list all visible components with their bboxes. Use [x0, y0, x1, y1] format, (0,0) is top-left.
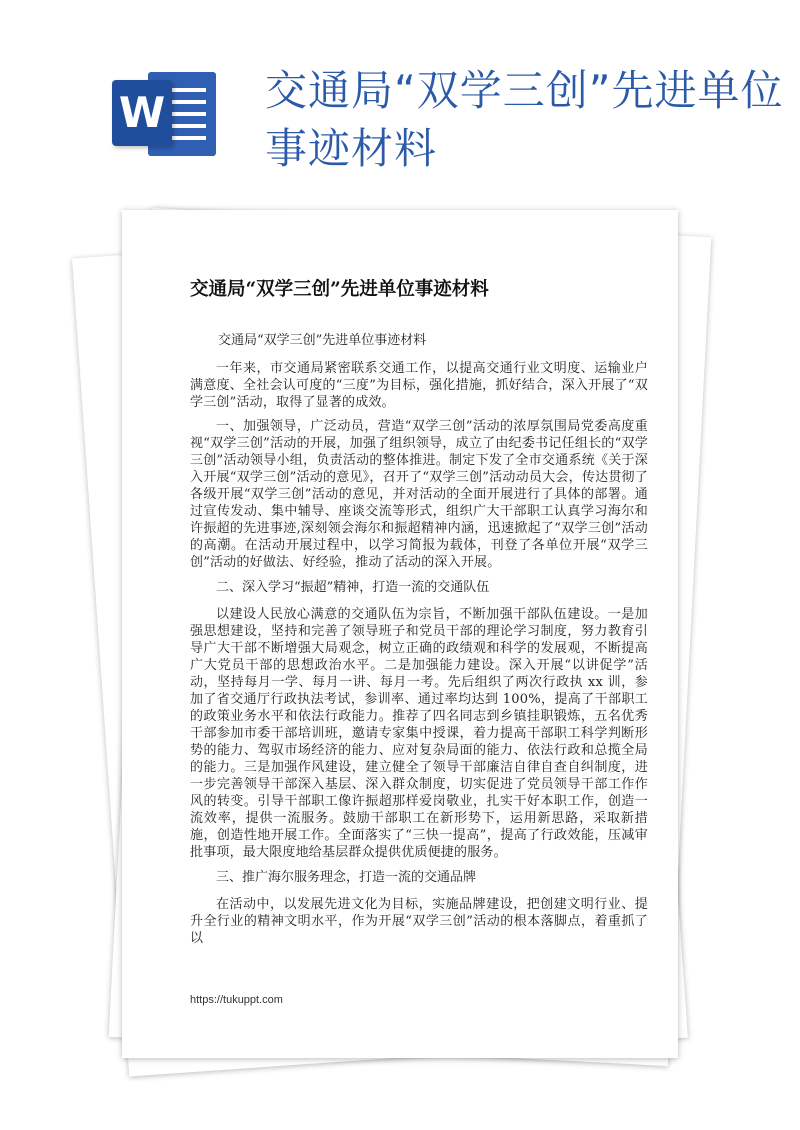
footer-url: https://tukuppt.com — [190, 994, 283, 1006]
paragraph-section-1: 一、加强领导，广泛动员，营造“双学三创”活动的浓厚氛围局党委高度重视“双学三创”活动的开展，加强了组织领导，成立了由纪委书记任组长的“双学三创”活动领导小组，负责活动的整体推进。制定下发了全市交通系统《关于深入开展“双学三创”活动的意见》，召开了“双学三创”活动动员大会，传达贯彻了各级开展“双学三创”活动的意见，并对活动的全面开展进行了具体的部署。通过宣传发动、集中辅导、座谈交流等形式，组织广大干部职工认真学习海尔和许振超的先进事迹,深刻领会海尔和振超精神内涵，迅速掀起了“双学三创”活动的高潮。在活动开展过程中，以学习简报为载体，刊登了各单位开展“双学三创”活动的好做法、好经验，推动了活动的深入开展。 — [190, 419, 648, 570]
paragraph-section-2: 以建设人民放心满意的交通队伍为宗旨，不断加强干部队伍建设。一是加强思想建设，坚持和完善了领导班子和党员干部的理论学习制度，努力教育引导广大干部不断增强大局观念，树立正确的政绩观和科学的发展观，不断提高广大党员干部的思想政治水平。二是加强能力建设。深入开展“以讲促学”活动，坚持每月一学、每月一讲、每月一考。先后组织了两次行政执 xx 训，参加了省交通厅行政执法考试，参训率、通过率均达到 100%，提高了干部职工的政策业务水平和依法行政能力。推荐了四名同志到乡镇挂职锻炼，五名优秀干部参加市委干部培训班，邀请专家集中授课，着力提高干部职工科学判断形势的能力、驾驭市场经济的能力、应对复杂局面的能力、依法行政和总揽全局的能力。三是加强作风建设，建立健全了领导干部廉洁自律自查自纠制度，进一步完善领导干部深入基层、深入群众制度，切实促进了党员领导干部工作作风的转变。引导干部职工像许振超那样爱岗敬业，扎实干好本职工作，创造一流效率，提供一流服务。鼓励干部职工在新形势下，运用新思路，采取新措施，创造性地开展工作。全面落实了“三快一提高”，提高了行政效能，压减审批事项，最大限度地给基层群众提供优质便捷的服务。 — [190, 607, 648, 860]
document-page — [122, 210, 678, 1058]
document-subtitle: 交通局“双学三创”先进单位事迹材料 — [218, 333, 427, 348]
paragraph-intro: 一年来，市交通局紧密联系交通工作，以提高交通行业文明度、运输业户满意度、全社会认可度的“三度”为目标，强化措施，抓好结合，深入开展了“双学三创”活动，取得了显著的成效。 — [190, 361, 648, 410]
banner-title: 交通局“双学三创”先进单位事迹材料 — [265, 66, 784, 173]
banner — [0, 0, 800, 200]
paragraph-section-3: 在活动中，以发展先进文化为目标，实施品牌建设，把创建文明行业、提升全行业的精神文明水平，作为开展“双学三创”活动的根本落脚点，着重抓了以 — [190, 897, 648, 946]
section-heading-3: 三、推广海尔服务理念，打造一流的交通品牌 — [216, 870, 477, 885]
word-logo-icon: W — [112, 80, 172, 146]
document-heading: 交通局“双学三创”先进单位事迹材料 — [190, 279, 489, 300]
section-heading-2: 二、深入学习“振超”精神，打造一流的交通队伍 — [216, 580, 490, 595]
word-document-icon — [112, 62, 218, 162]
